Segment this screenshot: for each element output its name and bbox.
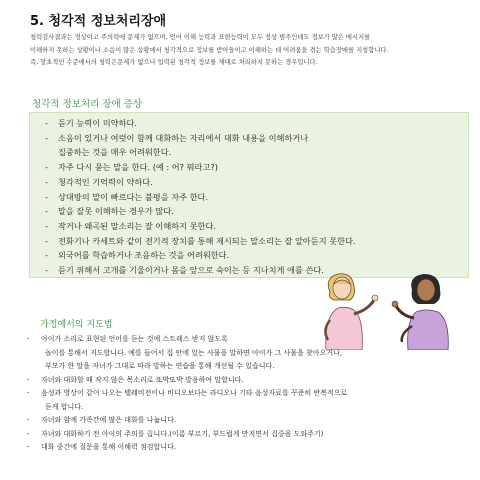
list-dash: - [27,389,30,397]
guidance-item [27,414,472,428]
guidance-text: 자녀와 대화하기 전 아이의 주의를 끕니다.(이름 부르기, 부드럽게 만지면서 집중을 도와주기) [41,429,324,438]
symptom-item [30,175,468,190]
list-dash: - [27,429,30,438]
list-dash: - [45,220,48,231]
intro-line: 즉, 말초적인 수준에서의 청력은문제가 없으나 입력된 청각적 정보를 제대로 처리하지 못하는 경우입니다. [30,59,318,66]
guidance-text: 음성과 영상이 같이 나오는 텔레비전이나 비디오보다는 라디오나 기타 음성자료를 꾸준히 반복적으로 [41,389,348,397]
list-dash: - [27,416,30,424]
guidance-item [27,387,472,414]
list-dash: - [45,162,48,173]
symptom-item [30,219,468,234]
symptom-text: 집중하는 것을 매우 어려워한다. [58,147,172,158]
home-guidance-heading: 가정에서의 지도법 [40,320,113,330]
guidance-text: 놀이를 통해서 지도합니다. 예를 들어서 집 안에 있는 사물을 말하면 아이가 그 사물을 찾아오거나, [45,348,343,357]
guidance-text: 자녀와 함께 가족간에 많은 대화를 나눕니다. [41,416,177,424]
symptom-item [30,204,468,219]
guidance-text: 듣게 합니다. [45,402,84,411]
list-dash: - [45,235,48,246]
symptom-item [30,248,468,263]
symptom-text: 상대방의 말이 빠르다는 불평을 자주 한다. [58,191,209,202]
guidance-item [27,428,472,442]
symptom-text: 자주 다시 묻는 말을 한다. (예 : 어? 뭐라고?) [58,162,218,173]
symptom-item [30,116,468,131]
list-dash: - [45,191,48,202]
guidance-item [27,374,472,388]
list-dash: - [45,265,48,276]
intro-line: 이해하지 못하는 상황이나 소음이 많은 상황에서 청각적으로 정보를 받아들이고 이해하는 데 어려움을 겪는 학습장애를 지칭합니다. [30,46,389,54]
symptom-text: 외국어를 학습하거나 조음하는 것을 어려워한다. [58,250,230,261]
symptom-item [30,234,468,249]
list-dash: - [27,443,30,451]
symptom-item [30,190,468,205]
symptom-text: 듣기 능력이 미약하다. [58,118,137,128]
guidance-text: 아이가 소리로 표현된 언어를 듣는 것에 스트레스 받지 않도록 [41,335,228,343]
guidance-text: 대화 중간에 질문을 통해 이해력 점검합니다. [41,443,177,451]
symptom-item [30,131,468,160]
list-dash: - [45,118,48,128]
symptom-text: 청각적인 기억력이 약하다. [58,176,153,187]
home-guidance-list [27,333,472,455]
symptoms-heading: 청각적 정보처리 장애 증상 [32,99,143,110]
intro-line: 청력검사결과는 정상이고 주의력에 문제가 없으며, 언어 이해 능력과 표현능력이 모두 정상 범주인데도 정보가 많은 메시지를 [30,34,371,41]
symptom-text: 작거나 왜곡된 말소리는 잘 이해하지 못한다. [58,220,216,231]
symptom-text: 소음이 있거나 여럿이 함께 대화하는 자리에서 대화 내용을 이해하거나 [58,132,309,143]
symptoms-box [29,112,469,278]
symptoms-list [30,113,468,278]
list-dash: - [27,375,30,384]
guidance-item [27,441,472,455]
symptom-item [30,160,468,175]
intro-paragraph [30,32,470,70]
symptom-text: 전화기나 카세트와 같이 전기적 장치를 통해 제시되는 말소리는 잘 알아듣지 못한다. [58,235,356,246]
list-dash: - [45,250,48,261]
symptom-text: 말을 잘못 이해하는 경우가 많다. [58,206,174,217]
list-dash: - [45,176,48,187]
guidance-text: 부모가 한 말을 자녀가 그대로 따라 말하는 연습을 통해 개선될 수 있습니다. [45,362,275,370]
guidance-item [27,333,472,374]
list-dash: - [45,132,48,143]
list-dash: - [27,335,30,343]
symptom-text: 듣기 위해서 고개를 기울이거나 몸을 앞으로 숙이는 등 지나치게 애를 쓴다. [58,265,324,276]
list-dash: - [45,206,48,217]
guidance-text: 자녀와 대화할 때 작지 않은 목소리로 또박또박 발음하여 말합니다. [41,375,244,384]
page-title: 5. 청각적 정보처리장애 [30,14,167,29]
